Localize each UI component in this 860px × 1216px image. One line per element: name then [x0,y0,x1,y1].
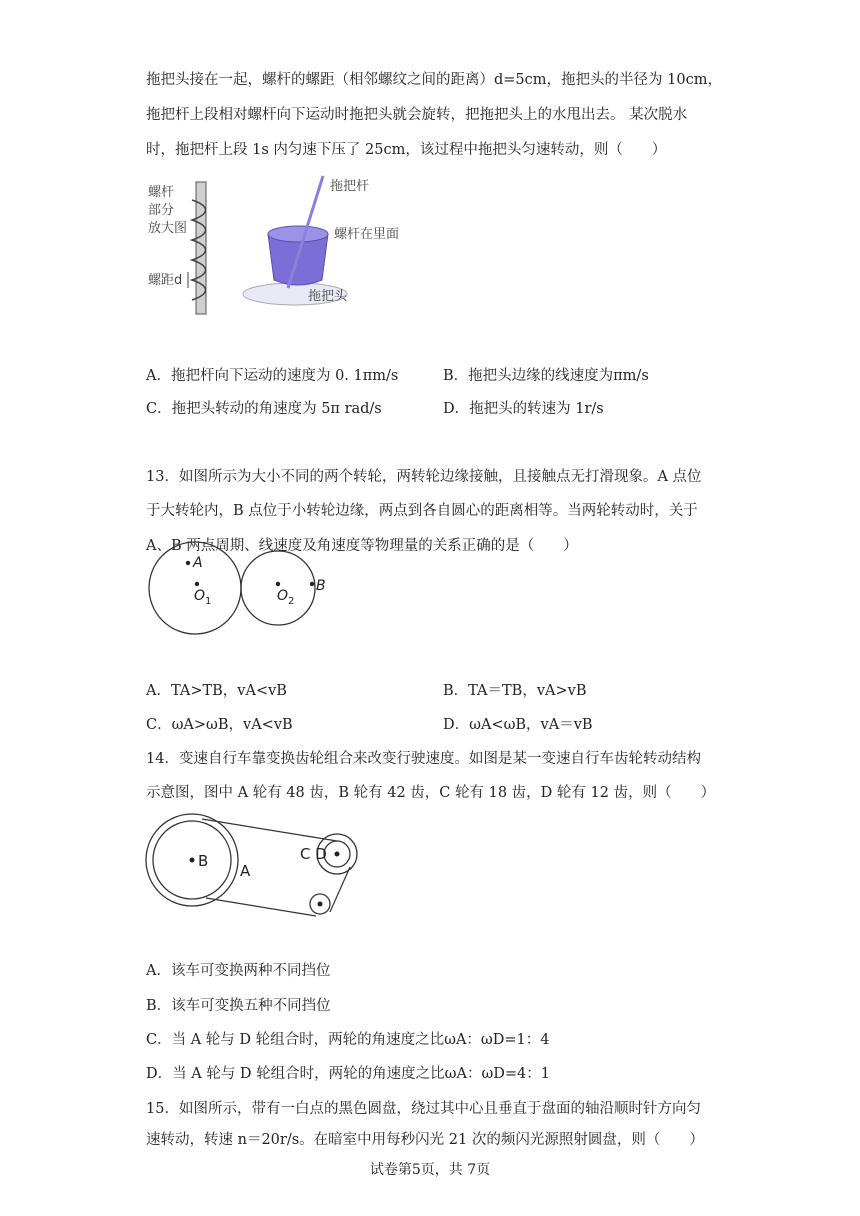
q13-option-d: D．ωA<ωB，vA＝vB [443,717,593,733]
bucket-rim [268,226,328,242]
q13-option-a: A．TA>TB，vA<vB [146,683,287,699]
pitch-label: 螺距d [148,273,183,288]
screw-label-3: 放大图 [148,221,188,236]
label-o2-sub: 2 [288,596,295,607]
q15-line-1: 15．如图所示，带有一白点的黑色圆盘，绕过其中心且垂直于盘面的轴沿顺时针方向匀 [146,1101,701,1117]
page-footer: 试卷第5页，共 7页 [369,1162,491,1178]
q14-line-1: 14．变速自行车靠变换齿轮组合来改变行驶速度。如图是某一变速自行车齿轮转动结构 [146,751,701,767]
gears-figure [140,812,370,927]
q13-line-2: 于大转轮内，B 点位于小转轮边缘，两点到各自圆心的距离相等。当两轮转动时，关于 [146,503,698,519]
label-b: B [316,578,326,594]
chain-top [202,819,337,841]
q14-option-b: B．该车可变换五种不同挡位 [146,998,331,1014]
label-o2: O [277,588,289,604]
q12-option-d: D．拖把头的转速为 1r/s [443,401,604,417]
label-a: A [193,555,203,571]
mop-figure [140,170,420,320]
center-tension [318,902,323,907]
q12-line-2: 拖把杆上段相对螺杆向下运动时拖把头就会旋转，把拖把头上的水甩出去。 某次脱水 [146,107,688,123]
q15-line-2: 速转动，转速 n＝20r/s。在暗室中用每秒闪光 21 次的频闪光源照射圆盘，则（ ） [146,1132,704,1148]
label-o1: O [194,588,206,604]
label-gear-b: B [198,852,209,870]
q13-line-3: A、B 两点周期、线速度及角速度等物理量的关系正确的是（ ） [146,538,578,554]
center-o2 [276,582,280,586]
q13-option-b: B．TA＝TB，vA>vB [443,683,587,699]
point-a [186,561,190,565]
center-o1 [195,582,199,586]
center-ab [190,858,195,863]
q13-line-1: 13．如图所示为大小不同的两个转轮，两转轮边缘接触，且接触点无打滑现象。A 点位 [146,469,702,485]
label-o1-sub: 1 [205,596,212,607]
q14-option-d: D．当 A 轮与 D 轮组合时，两轮的角速度之比ωA：ωD=4：1 [146,1066,551,1082]
center-cd [335,852,340,857]
q12-option-b: B．拖把头边缘的线速度为πm/s [443,368,649,384]
q12-option-a: A．拖把杆向下运动的速度为 0. 1πm/s [146,368,399,384]
q14-option-c: C．当 A 轮与 D 轮组合时，两轮的角速度之比ωA：ωD=1：4 [146,1032,550,1048]
chain-bottom [206,898,316,916]
q12-line-1: 拖把头接在一起，螺杆的螺距（相邻螺纹之间的距离）d=5cm，拖把头的半径为 10cm， [146,72,722,88]
head-label: 拖把头 [308,289,348,304]
rod-label: 拖把杆 [330,179,370,194]
screw-label-1: 螺杆 [148,185,175,200]
label-gear-cd: C D [300,845,327,863]
q14-line-2: 示意图，图中 A 轮有 48 齿，B 轮有 42 齿，C 轮有 18 齿，D 轮有 12 齿，则（ ） [146,785,716,801]
q13-option-c: C．ωA>ωB，vA<vB [146,717,293,733]
point-b [310,582,314,586]
inside-label: 螺杆在里面 [334,227,400,242]
q12-line-3: 时，拖把杆上段 1s 内匀速下压了 25cm，该过程中拖把头匀速转动，则（ ） [146,142,667,158]
screw-label-2: 部分 [148,203,175,218]
q14-option-a: A．该车可变换两种不同挡位 [146,963,331,979]
wheels-figure [140,538,340,668]
q12-option-c: C．拖把头转动的角速度为 5π rad/s [146,401,382,417]
label-gear-a: A [240,862,251,880]
